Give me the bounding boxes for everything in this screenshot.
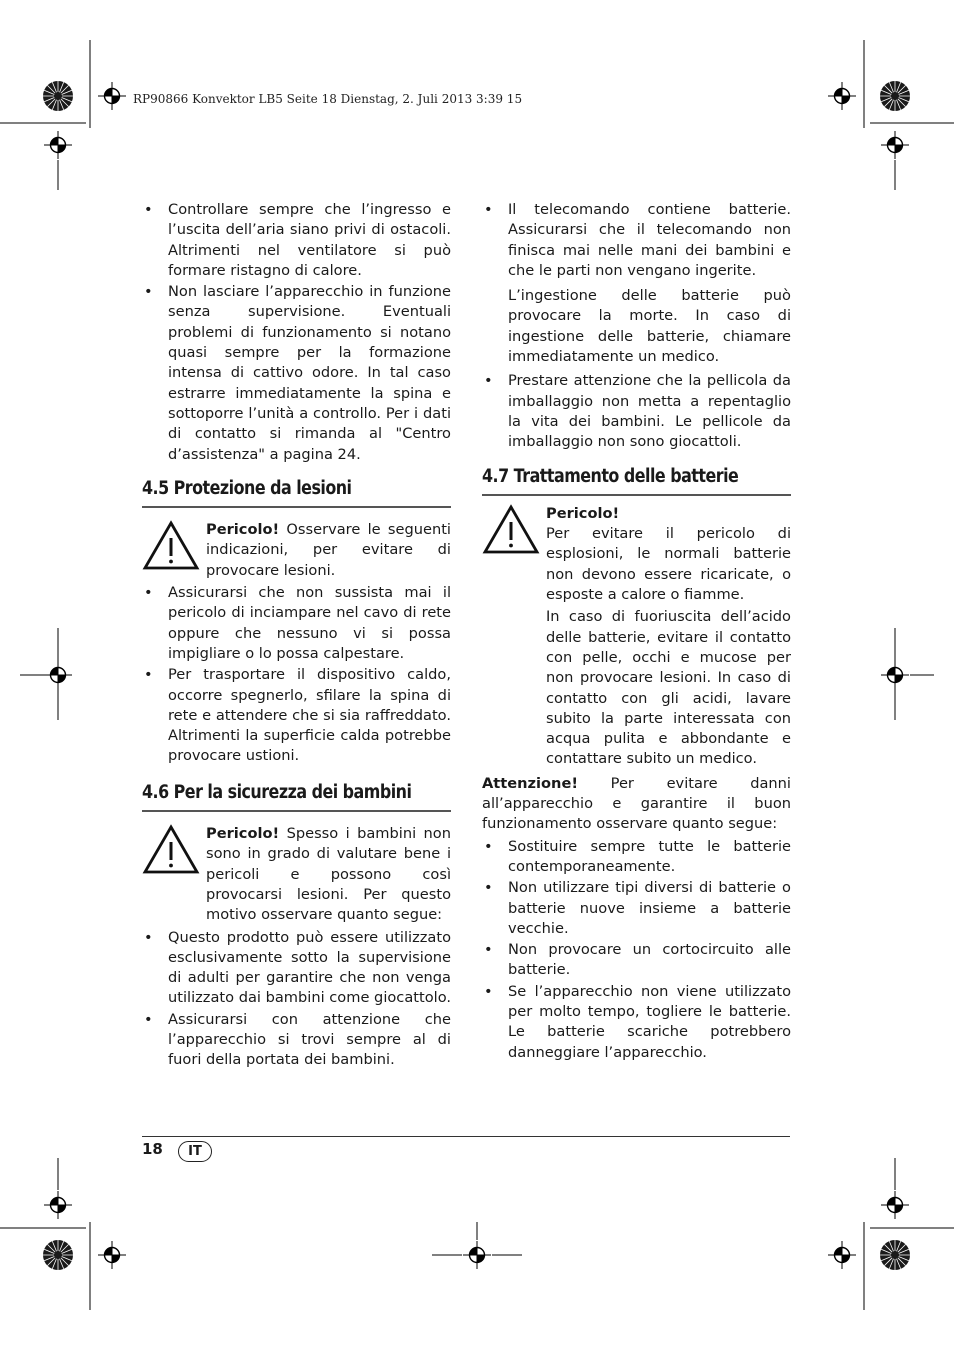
warning-keyword: Pericolo! xyxy=(206,825,280,843)
language-badge: IT xyxy=(178,1141,212,1162)
list-item: • Non provocare un cortocircuito alle batterie. xyxy=(482,940,791,981)
ingestion-note: L’ingestione delle batterie può provocare la morte. In caso di ingestione delle batterie, chiamare immediatamente un medico. xyxy=(508,287,791,366)
section-4-5 xyxy=(142,479,451,767)
list-item: • Il telecomando contiene batterie. Assicurarsi che il telecomando non finisca mai nelle mani dei bambini e che le parti non vengano ingerite. xyxy=(482,200,791,281)
warning-text: Osservare le seguenti indicazioni, per evitare di provocare lesioni. xyxy=(206,521,451,579)
warning-text: Spesso i bambini non sono in grado di valutare bene i pericoli e possono così provocarsi lesioni. Per questo motivo osservare quanto segue: xyxy=(206,825,451,924)
bullet-list xyxy=(482,837,791,1063)
bullet-list xyxy=(482,200,791,281)
warning-triangle-icon xyxy=(482,504,542,562)
list-item: • Assicurarsi che non sussista mai il pericolo di inciampare nel cavo di rete oppure che nessuno vi si possa impigliare o lo possa calpestare. xyxy=(142,583,451,664)
list-item: • Non utilizzare tipi diversi di batterie o batterie nuove insieme a batterie vecchie. xyxy=(482,878,791,939)
footer-rule xyxy=(142,1136,790,1137)
warning-paragraph: In caso di fuoriuscita dell’acido delle batterie, evitare il contatto con pelle, occhi e mucose per non provocare lesioni. In caso di contatto con gli acidi, lavare subito la parte interessata con acqua pulita e abbondante e contattare subito un medico. xyxy=(546,608,791,768)
heading-rule xyxy=(482,494,791,496)
section-heading: 4.5 Protezione da lesioni xyxy=(142,477,352,499)
page-number: 18 xyxy=(142,1140,163,1158)
danger-warning-box xyxy=(482,504,791,772)
heading-rule xyxy=(142,506,451,508)
warning-triangle-icon xyxy=(142,824,202,882)
warning-triangle-icon xyxy=(142,520,202,578)
danger-warning-box xyxy=(142,520,451,581)
section-4-6 xyxy=(142,783,451,1071)
bullet-list xyxy=(142,583,451,767)
list-item: • Se l’apparecchio non viene utilizzato per molto tempo, togliere le batterie. Le batterie scariche potrebbero danneggiare l’apparecchio. xyxy=(482,982,791,1063)
warning-keyword: Pericolo! xyxy=(546,504,620,522)
list-item: • Sostituire sempre tutte le batterie contemporaneamente. xyxy=(482,837,791,878)
right-column xyxy=(482,200,791,1064)
section-heading: 4.7 Trattamento delle batterie xyxy=(482,465,739,487)
list-item: • Non lasciare l’apparecchio in funzione senza supervisione. Eventuali problemi di funzionamento si notano quasi sempre per la formazione intensa di cattivo odore. In tal caso estrarre immediatamente la spina e sottoporre l’unità a controllo. Per i dati di contatto si rimanda al "Centro d’assistenza" a pagina 24. xyxy=(142,282,451,465)
attention-keyword: Attenzione! xyxy=(482,774,578,792)
list-item: • Prestare attenzione che la pellicola da imballaggio non metta a repentaglio la vita dei bambini. Le pellicole da imballaggio non sono giocattoli. xyxy=(482,371,791,452)
intro-bullet-list xyxy=(142,200,451,465)
attention-text: Per evitare danni all’apparecchio e garantire il buon funzionamento osservare quanto segue: xyxy=(482,774,791,833)
list-item: • Questo prodotto può essere utilizzato esclusivamente sotto la supervisione di adulti per garantire che non venga utilizzato dai bambini come giocattolo. xyxy=(142,928,451,1009)
attention-paragraph xyxy=(482,774,791,835)
section-4-7 xyxy=(482,467,791,1063)
section-heading: 4.6 Per la sicurezza dei bambini xyxy=(142,781,412,803)
list-item: • Per trasportare il dispositivo caldo, occorre spegnerlo, sfilare la spina di rete e attendere che si sia raffreddato. Altrimenti la superficie calda potrebbe provocare ustioni. xyxy=(142,665,451,766)
print-header: RP90866 Konvektor LB5 Seite 18 Dienstag, 2. Juli 2013 3:39 15 xyxy=(133,92,523,106)
left-column xyxy=(142,200,451,1072)
list-item: • Assicurarsi con attenzione che l’apparecchio si trovi sempre al di fuori della portata dei bambini. xyxy=(142,1010,451,1071)
bullet-list xyxy=(142,928,451,1071)
warning-keyword: Pericolo! xyxy=(206,521,280,539)
bullet-list xyxy=(482,371,791,452)
list-item: • Controllare sempre che l’ingresso e l’uscita dell’aria siano privi di ostacoli. Altrimenti nel ventilatore si può formare ristagno di calore. xyxy=(142,200,451,281)
warning-paragraph: Per evitare il pericolo di esplosioni, le normali batterie non devono essere ricaricate, o esposte a calore o fiamme. xyxy=(546,525,791,604)
heading-rule xyxy=(142,810,451,812)
danger-warning-box xyxy=(142,824,451,925)
